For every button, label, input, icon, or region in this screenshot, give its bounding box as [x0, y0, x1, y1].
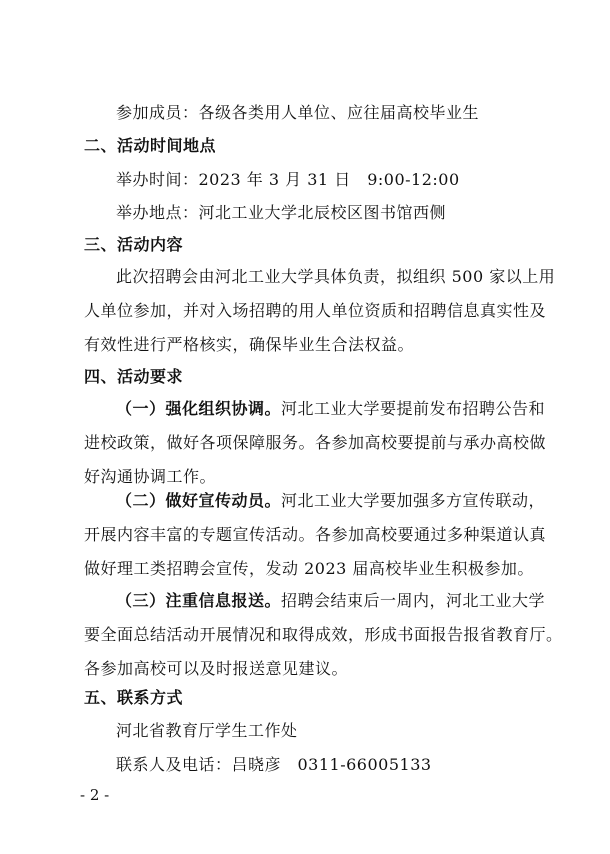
- requirement-item-line: 进校政策，做好各项保障服务。各参加高校要提前与承办高校做: [84, 433, 547, 452]
- requirement-item-text: 招聘会结束后一周内，河北工业大学: [281, 591, 546, 610]
- requirement-item-line: 好沟通协调工作。: [84, 467, 217, 486]
- requirement-item-lead: （三）注重信息报送。: [116, 591, 282, 610]
- requirement-item-text: 河北工业大学要加强多方宣传联动，: [281, 491, 546, 510]
- requirement-item-line: 要全面总结活动开展情况和取得成效，形成书面报告报省教育厅。: [84, 625, 563, 644]
- section-4-heading: 四、活动要求: [84, 367, 184, 386]
- requirement-item-first-line: [116, 392, 610, 426]
- event-place-paragraph: [0, 196, 610, 230]
- requirement-item-2: [0, 484, 610, 586]
- requirement-item-lead: （二）做好宣传动员。: [116, 491, 282, 510]
- contact-person-text: 联系人及电话：吕晓彦 0311-66005133: [116, 755, 432, 774]
- section-5-heading: 五、联系方式: [84, 688, 184, 707]
- content-line: 人单位参加，并对入场招聘的用人单位资质和招聘信息真实性及: [84, 301, 547, 320]
- requirement-item-text: 河北工业大学要提前发布招聘公告和: [281, 399, 546, 418]
- page-number: - 2 -: [80, 786, 110, 804]
- content-line: 有效性进行严格核实，确保毕业生合法权益。: [84, 335, 415, 354]
- contact-org-paragraph: [0, 714, 610, 748]
- requirement-item-first-line: [116, 584, 610, 618]
- participants-text: 参加成员：各级各类用人单位、应往届高校毕业生: [116, 103, 480, 122]
- content-paragraph: [0, 260, 610, 362]
- event-place-text: 举办地点：河北工业大学北辰校区图书馆西侧: [116, 203, 447, 222]
- requirement-item-1: [0, 392, 610, 494]
- requirement-item-3: [0, 584, 610, 686]
- requirement-item-line: 做好理工类招聘会宣传，发动 2023 届高校毕业生积极参加。: [84, 559, 534, 578]
- contact-org-text: 河北省教育厅学生工作处: [116, 721, 298, 740]
- section-3-heading: 三、活动内容: [84, 235, 184, 254]
- content-line: 此次招聘会由河北工业大学具体负责，拟组织 500 家以上用: [116, 267, 556, 286]
- section-2-heading: 二、活动时间地点: [84, 136, 217, 155]
- requirement-item-lead: （一）强化组织协调。: [116, 399, 282, 418]
- requirement-item-line: 开展内容丰富的专题宣传活动。各参加高校要通过多种渠道认真: [84, 525, 547, 544]
- event-time-paragraph: [0, 163, 610, 197]
- requirement-item-line: 各参加高校可以及时报送意见建议。: [84, 659, 349, 678]
- contact-person-paragraph: [0, 748, 610, 782]
- requirement-item-first-line: [116, 484, 610, 518]
- participants-paragraph: [0, 96, 610, 130]
- event-time-text: 举办时间：2023 年 3 月 31 日 9:00-12:00: [116, 170, 460, 189]
